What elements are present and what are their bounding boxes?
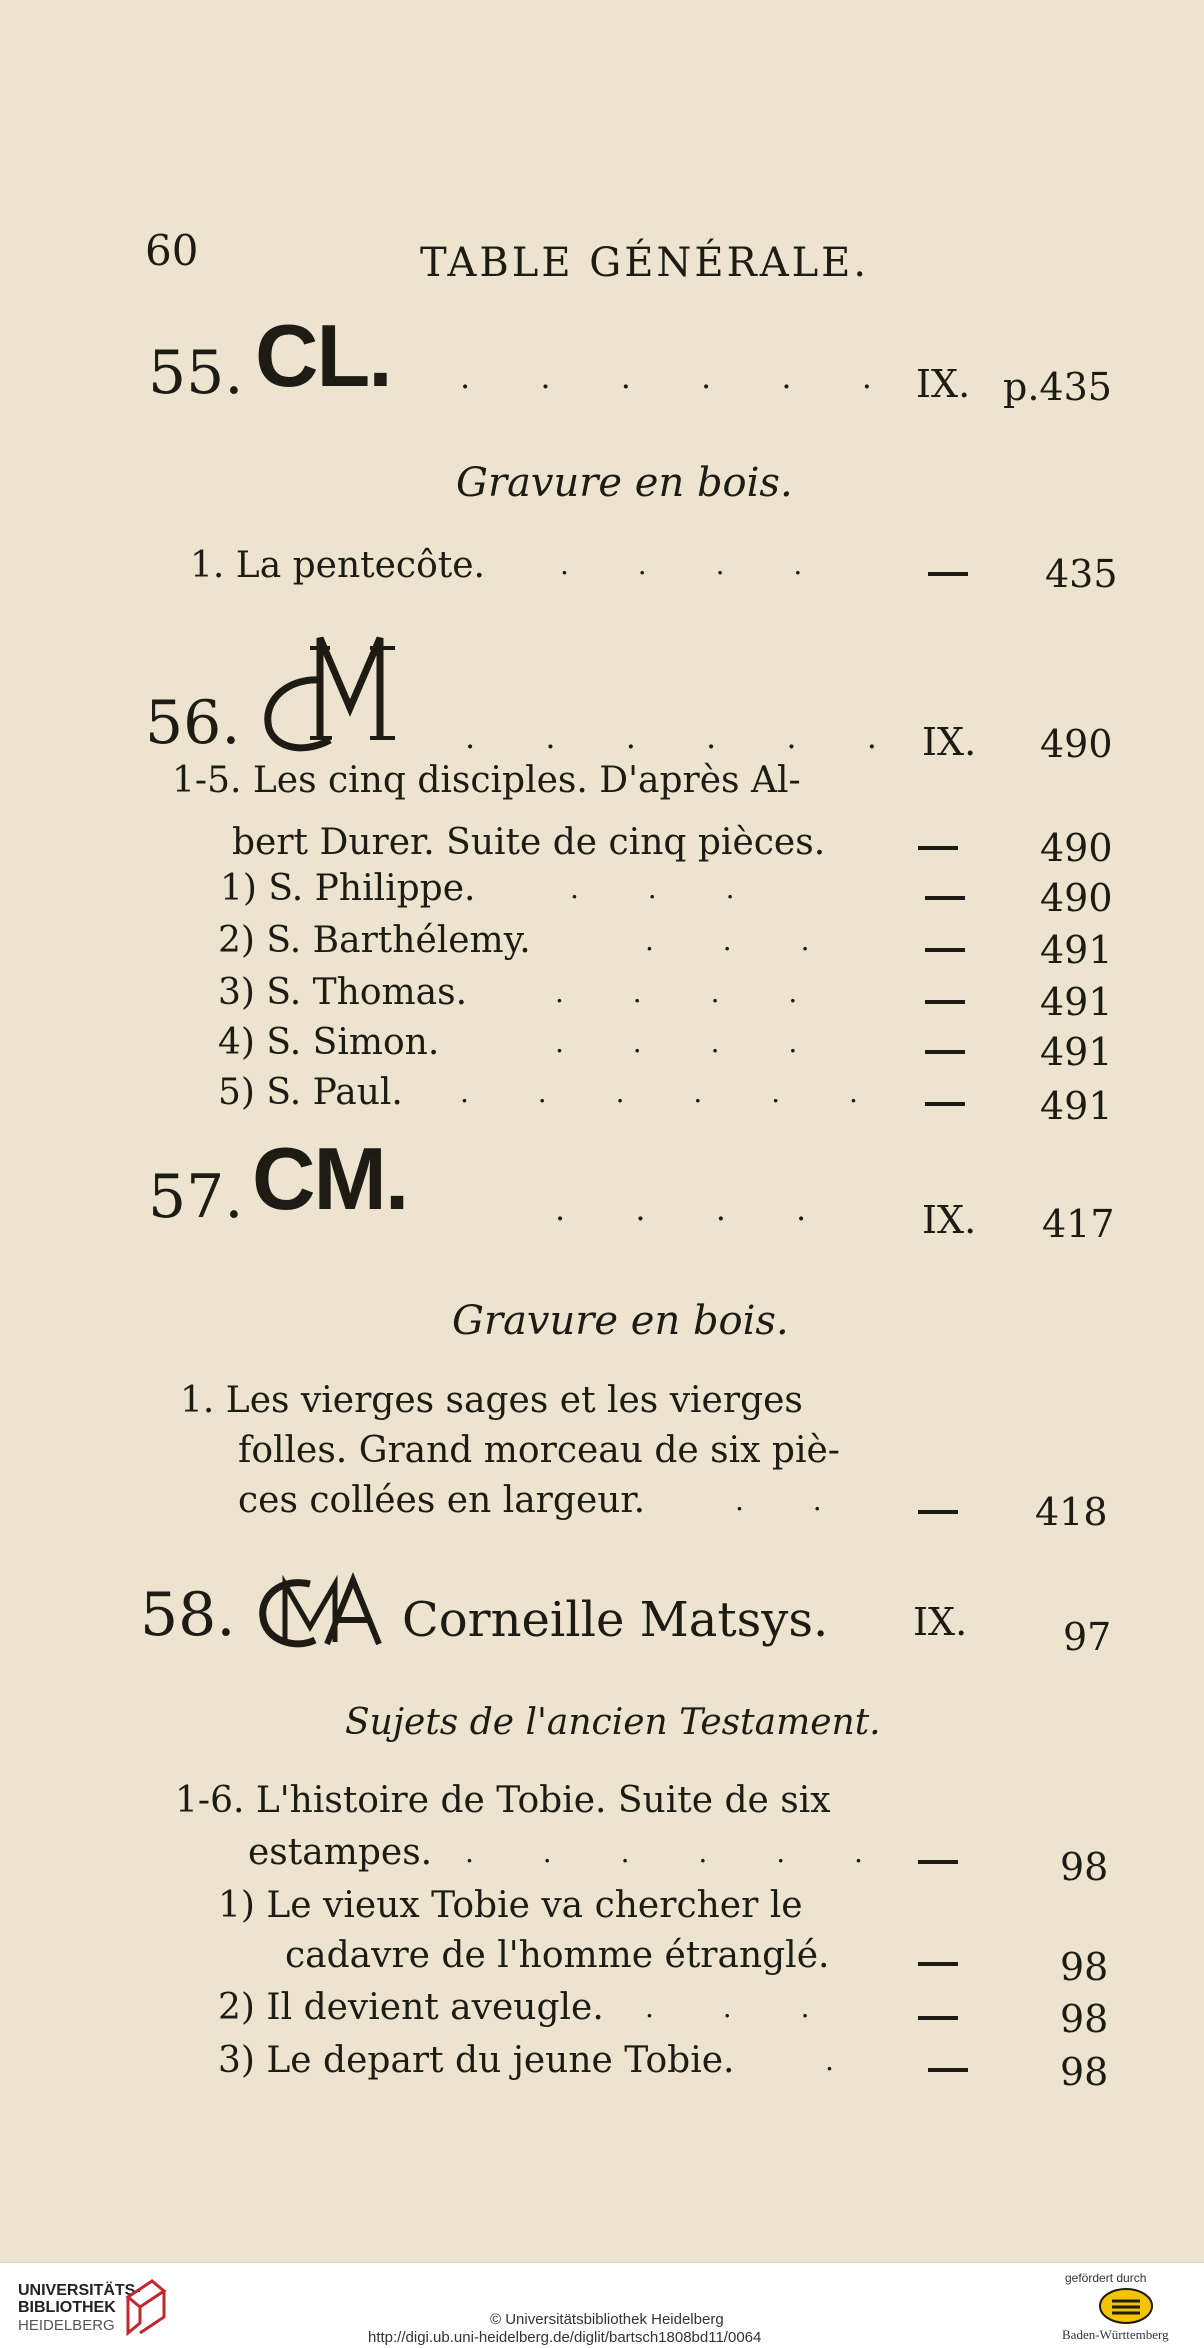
leader-dots: . . . . xyxy=(555,1190,837,1228)
entry-line: folles. Grand morceau de six piè- xyxy=(238,1430,840,1471)
entry-line: 1-6. L'histoire de Tobie. Suite de six xyxy=(175,1780,831,1821)
entry-number: 58. xyxy=(140,1580,236,1650)
page-ref: 435 xyxy=(1045,552,1118,596)
page-ref: 490 xyxy=(1040,722,1113,766)
page-ref: 491 xyxy=(1040,928,1113,972)
page-ref: 98 xyxy=(1060,1945,1109,1989)
running-head: TABLE GÉNÉRALE. xyxy=(420,240,870,286)
entry-line: 1. Les vierges sages et les vierges xyxy=(180,1380,803,1421)
page-ref: 491 xyxy=(1040,1084,1113,1128)
page-ref: 490 xyxy=(1040,826,1113,870)
entry-line: 1-5. Les cinq disciples. D'après Al- xyxy=(172,760,801,801)
entry-number: 55. xyxy=(148,338,244,408)
page-ref: 98 xyxy=(1060,2050,1109,2094)
entry-line: 3) Le depart du jeune Tobie. xyxy=(218,2040,735,2081)
page-ref: 97 xyxy=(1063,1615,1112,1659)
page-ref: 490 xyxy=(1040,876,1113,920)
entry-number: 57. xyxy=(148,1162,244,1232)
ditto-dash xyxy=(925,1050,965,1054)
leader-dots: . . . xyxy=(570,872,765,905)
page-ref: 98 xyxy=(1060,1997,1109,2041)
ditto-dash xyxy=(918,846,958,850)
page-ref: 418 xyxy=(1035,1490,1108,1534)
page-ref: 98 xyxy=(1060,1845,1109,1889)
ditto-dash xyxy=(928,2068,968,2072)
entry-line: 4) S. Simon. xyxy=(218,1022,440,1063)
entry-line: 1) Le vieux Tobie va chercher le xyxy=(218,1885,803,1926)
page-ref: 417 xyxy=(1042,1202,1115,1246)
entry-line: 2) Il devient aveugle. xyxy=(218,1987,604,2028)
state-crest-icon xyxy=(1098,2287,1154,2325)
page-ref: 491 xyxy=(1040,1030,1113,1074)
volume-ref: IX. xyxy=(916,362,971,406)
ditto-dash xyxy=(925,1102,965,1106)
entry-line: estampes. xyxy=(248,1832,433,1873)
ditto-dash xyxy=(925,948,965,952)
page-ref: 491 xyxy=(1040,980,1113,1024)
entry-number: 56. xyxy=(145,688,241,758)
leader-dots: . . . xyxy=(645,924,840,957)
ditto-dash xyxy=(925,1000,965,1004)
leader-dots: . . xyxy=(735,1484,852,1517)
library-logo-icon xyxy=(122,2277,168,2337)
ditto-dash xyxy=(918,1860,958,1864)
section-heading: Sujets de l'ancien Testament. xyxy=(345,1702,881,1743)
entry-line: 1) S. Philippe. xyxy=(220,868,476,909)
monogram-cl: CL. xyxy=(255,306,391,405)
library-name-line3: HEIDELBERG xyxy=(18,2317,115,2334)
leader-dots: . xyxy=(825,2044,864,2077)
section-heading: Gravure en bois. xyxy=(452,1298,789,1344)
leader-dots: . . . . xyxy=(555,1026,828,1059)
entry-line: 2) S. Barthélemy. xyxy=(218,920,531,961)
page-ref: p.435 xyxy=(1003,365,1112,409)
monogram-cm-ligature-icon xyxy=(250,628,420,758)
footer-bar xyxy=(0,2262,1204,2348)
entry-line: 5) S. Paul. xyxy=(218,1072,403,1113)
entry-line: bert Durer. Suite de cinq pièces. xyxy=(232,822,826,863)
leader-dots: . . . . xyxy=(555,976,828,1009)
volume-ref: IX. xyxy=(922,720,977,764)
ditto-dash xyxy=(918,1510,958,1514)
funder-name: Baden-Württemberg xyxy=(1062,2327,1169,2342)
volume-ref: IX. xyxy=(913,1600,968,1644)
ditto-dash xyxy=(918,1962,958,1966)
leader-dots: . . . . xyxy=(560,548,833,581)
library-name-line2: BIBLIOTHEK xyxy=(18,2299,116,2316)
copyright-text: © Universitätsbibliothek Heidelberg xyxy=(490,2311,724,2328)
ditto-dash xyxy=(925,896,965,900)
monogram-cma-ligature-icon xyxy=(255,1572,385,1652)
entry-line: 3) S. Thomas. xyxy=(218,972,468,1013)
leader-dots: . . . . . . xyxy=(465,1836,893,1869)
leader-dots: . . . . . . xyxy=(460,1076,888,1109)
funded-by-label: gefördert durch xyxy=(1065,2271,1147,2285)
entry-line: cadavre de l'homme étranglé. xyxy=(285,1935,830,1976)
leader-dots: . . . xyxy=(645,1991,840,2024)
artist-name: Corneille Matsys. xyxy=(402,1592,829,1648)
leader-dots: . . . . . . xyxy=(460,358,902,396)
leader-dots: . . . . . . xyxy=(465,718,907,756)
volume-ref: IX. xyxy=(922,1198,977,1242)
entry-line: 1. La pentecôte. xyxy=(190,545,485,586)
library-name-line1: UNIVERSITÄTS- xyxy=(18,2282,141,2299)
page-number: 60 xyxy=(145,226,199,275)
ditto-dash xyxy=(918,2016,958,2020)
section-heading: Gravure en bois. xyxy=(456,460,793,506)
monogram-cm: CM. xyxy=(252,1129,408,1228)
permalink-url[interactable]: http://digi.ub.uni-heidelberg.de/diglit/bartsch1808bd11/0064 xyxy=(368,2329,762,2346)
ditto-dash xyxy=(928,572,968,576)
entry-line: ces collées en largeur. xyxy=(238,1480,646,1521)
